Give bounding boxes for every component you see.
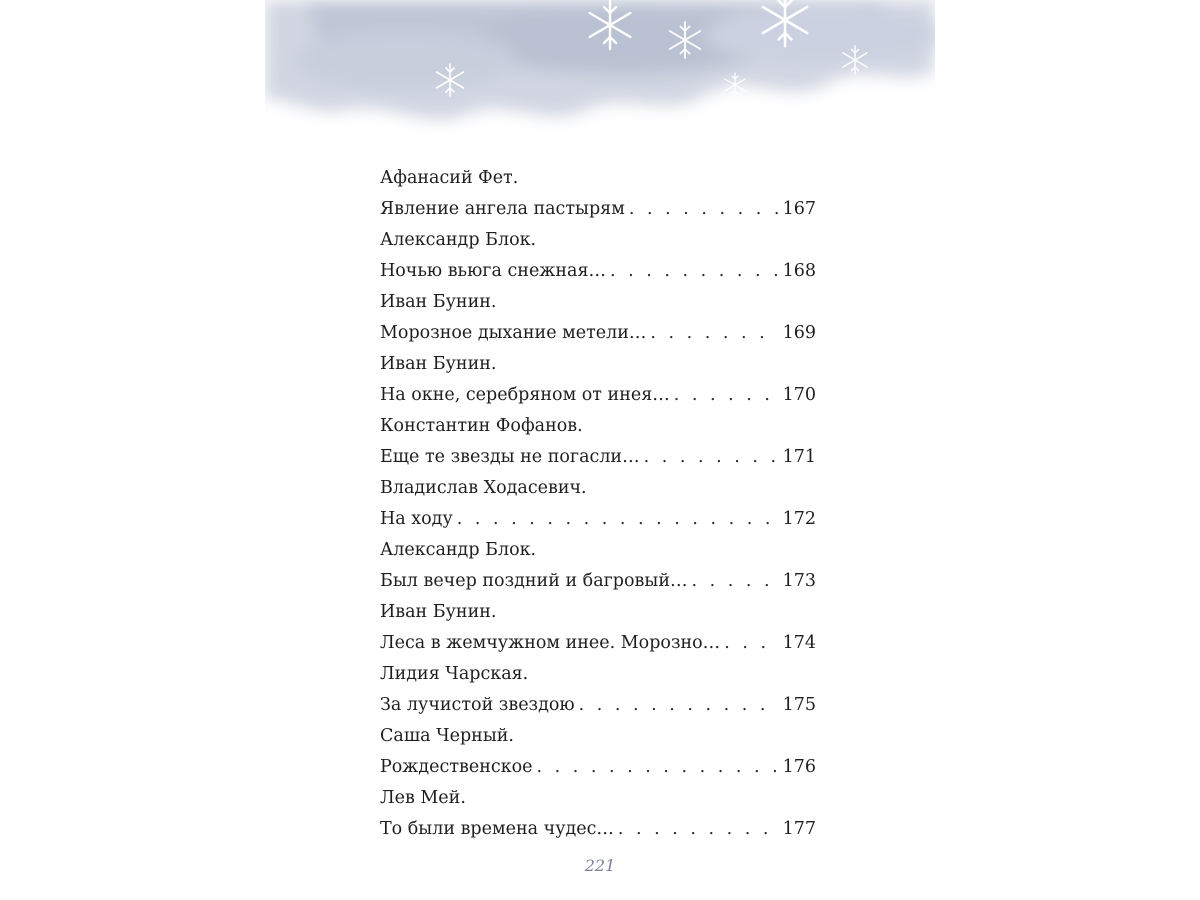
dot-leader xyxy=(720,628,778,659)
toc-author: Иван Бунин. xyxy=(380,602,497,622)
dot-leader xyxy=(670,380,778,411)
toc-title-line xyxy=(380,690,816,721)
toc-title-line xyxy=(380,504,816,535)
snowflake-watercolor-icon xyxy=(265,0,935,140)
toc-title: За лучистой звездою xyxy=(380,695,575,715)
toc-entry[interactable] xyxy=(380,659,816,721)
toc-title: Леса в жемчужном инее. Морозно… xyxy=(380,633,721,653)
toc-entry[interactable] xyxy=(380,473,816,535)
watercolor-snowflake-header xyxy=(265,0,935,140)
toc-entry[interactable] xyxy=(380,163,816,225)
toc-title: На окне, серебряном от инея… xyxy=(380,385,670,405)
toc-page-number: 169 xyxy=(782,323,816,343)
toc-title: Еще те звезды не погасли… xyxy=(380,447,640,467)
toc-title-line xyxy=(380,628,816,659)
toc-author: Александр Блок. xyxy=(380,540,537,560)
book-page xyxy=(265,0,935,900)
toc-author: Владислав Ходасевич. xyxy=(380,478,587,498)
toc-title: Ночью вьюга снежная… xyxy=(380,261,607,281)
toc-page-number: 167 xyxy=(782,199,816,219)
toc-entry[interactable] xyxy=(380,597,816,659)
toc-author: Лидия Чарская. xyxy=(380,664,529,684)
dot-leader xyxy=(614,814,778,845)
toc-entry[interactable] xyxy=(380,535,816,597)
dot-leader xyxy=(688,566,779,597)
toc-title: Был вечер поздний и багровый… xyxy=(380,571,688,591)
toc-title-line xyxy=(380,752,816,783)
table-of-contents xyxy=(380,163,816,845)
toc-page-number: 171 xyxy=(782,447,816,467)
toc-author: Афанасий Фет. xyxy=(380,168,519,188)
toc-title: Рождественское xyxy=(380,757,533,777)
toc-title-line xyxy=(380,442,816,473)
toc-entry[interactable] xyxy=(380,287,816,349)
dot-leader xyxy=(575,690,778,721)
toc-page-number: 173 xyxy=(782,571,816,591)
toc-page-number: 172 xyxy=(782,509,816,529)
toc-page-number: 170 xyxy=(782,385,816,405)
toc-title-line xyxy=(380,318,816,349)
toc-entry[interactable] xyxy=(380,783,816,845)
toc-title-line xyxy=(380,256,816,287)
dot-leader xyxy=(625,194,778,225)
toc-entry[interactable] xyxy=(380,721,816,783)
toc-entry[interactable] xyxy=(380,411,816,473)
toc-author: Иван Бунин. xyxy=(380,292,497,312)
dot-leader xyxy=(640,442,778,473)
toc-title-line xyxy=(380,380,816,411)
toc-entry[interactable] xyxy=(380,225,816,287)
toc-author: Саша Черный. xyxy=(380,726,514,746)
toc-author: Лев Мей. xyxy=(380,788,466,808)
toc-title: Явление ангела пастырям xyxy=(380,199,625,219)
toc-author: Иван Бунин. xyxy=(380,354,497,374)
toc-page-number: 168 xyxy=(782,261,816,281)
dot-leader xyxy=(533,752,778,783)
dot-leader xyxy=(606,256,778,287)
page-number-folio: 221 xyxy=(584,856,616,875)
toc-page-number: 177 xyxy=(782,819,816,839)
toc-title-line xyxy=(380,194,816,225)
toc-page-number: 174 xyxy=(782,633,816,653)
toc-title-line xyxy=(380,814,816,845)
toc-entry[interactable] xyxy=(380,349,816,411)
toc-page-number: 175 xyxy=(782,695,816,715)
toc-title: Морозное дыхание метели… xyxy=(380,323,647,343)
toc-title: То были времена чудес… xyxy=(380,819,614,839)
toc-title-line xyxy=(380,566,816,597)
dot-leader xyxy=(646,318,778,349)
toc-author: Константин Фофанов. xyxy=(380,416,583,436)
toc-page-number: 176 xyxy=(782,757,816,777)
toc-title: На ходу xyxy=(380,509,453,529)
toc-author: Александр Блок. xyxy=(380,230,537,250)
dot-leader xyxy=(453,504,778,535)
